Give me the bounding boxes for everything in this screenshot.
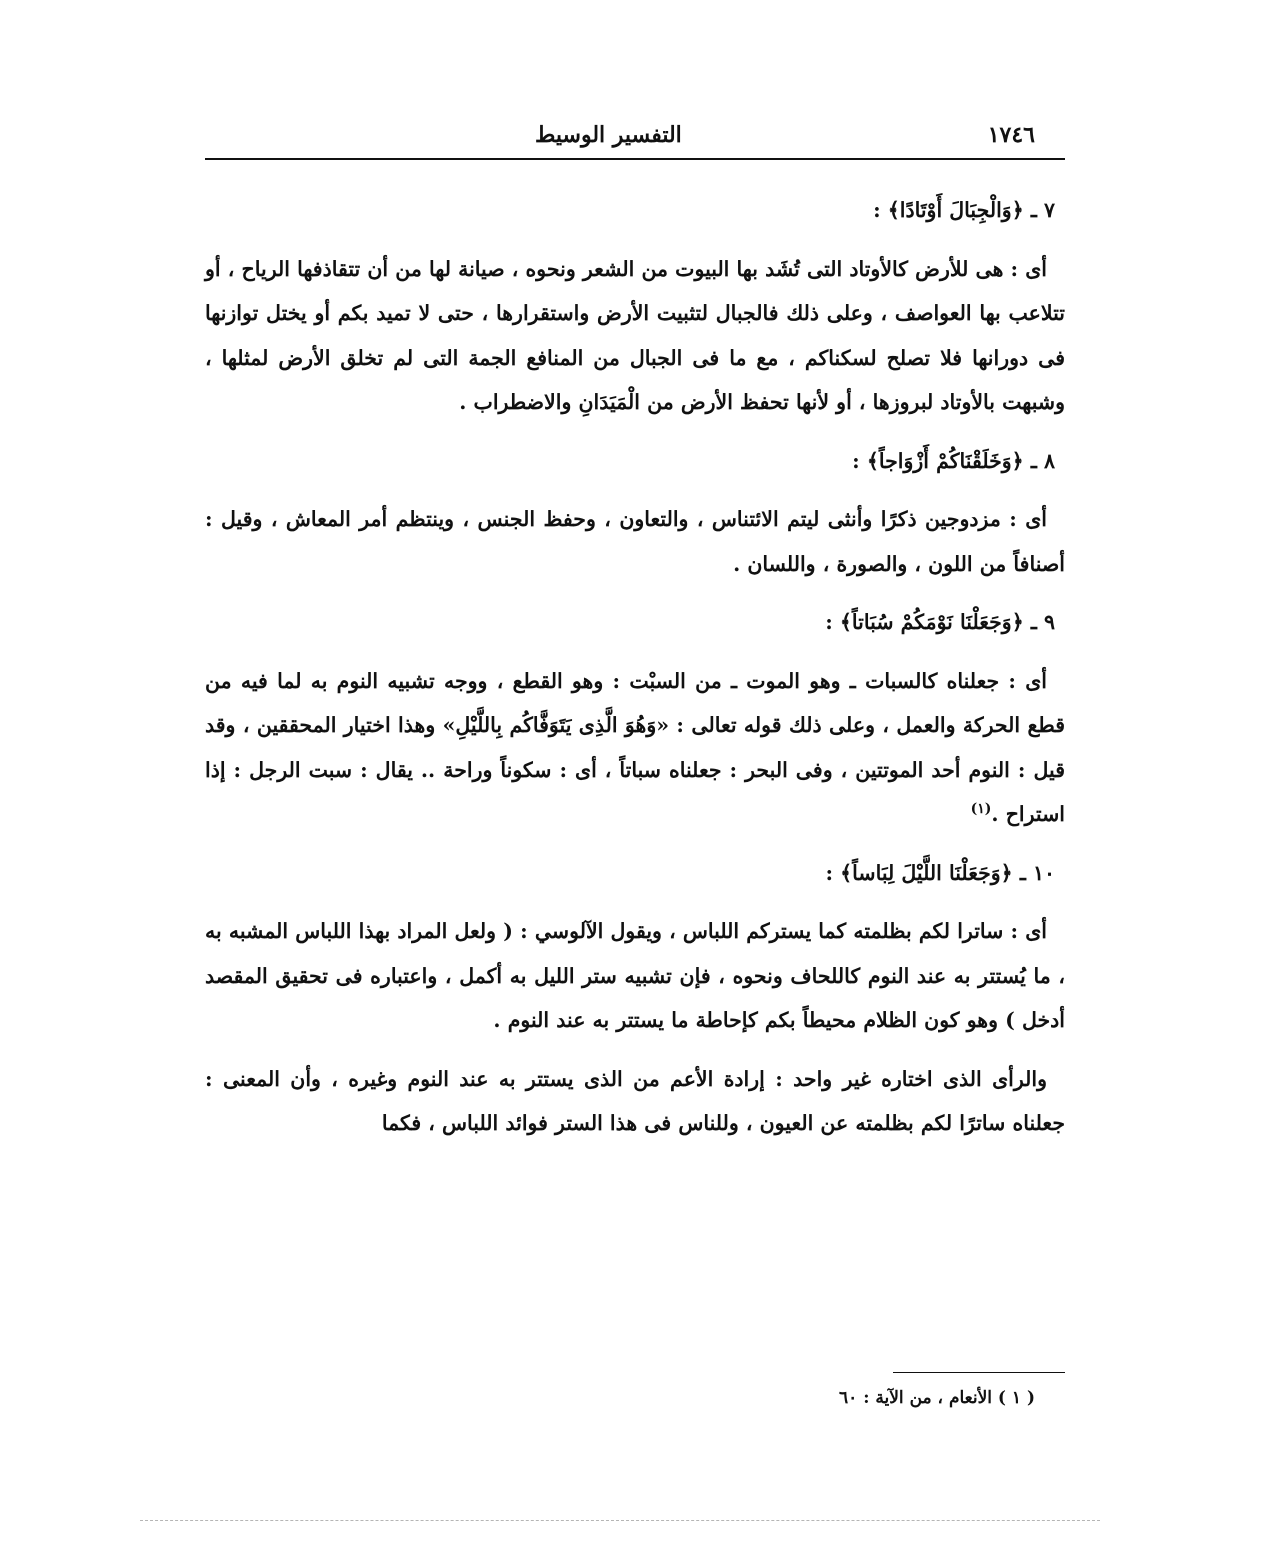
footnote: ( ١ ) الأنعام ، من الآية : ٦٠ [839,1388,1035,1408]
commentary-paragraph [205,659,1065,837]
verse-heading-7: ٧ ـ ﴿وَالْجِبَالَ أَوْتَادًا﴾ : [873,198,1055,222]
page-number: ١٧٤٦ [987,122,1035,148]
book-page [205,110,1065,1510]
footnote-divider [893,1372,1065,1373]
scan-edge-line [140,1520,1100,1521]
commentary-paragraph: أى : مزدوجين ذكرًا وأنثى ليتم الائتناس ، والتعاون ، وحفظ الجنس ، وينتظم أمر المعاش ، وقيل : أصنافاً من اللون ، والصورة ، واللسان . [205,507,1065,576]
verse-heading-10: ١٠ ـ ﴿وَجَعَلْنَا اللَّيْلَ لِبَاساً﴾ : [825,860,1055,885]
verse-heading-8: ٨ ـ ﴿وَخَلَقْنَاكُمْ أَزْوَاجاً﴾ : [852,448,1055,473]
commentary-paragraph: والرأى الذى اختاره غير واحد : إرادة الأعم من الذى يستتر به عند النوم وغيره ، وأن المعنى : جعلناه ساترًا لكم بظلمته عن العيون ، وللناس فى هذا الستر فوائد اللباس ، فكما [205,1066,1065,1135]
commentary-paragraph: أى : ساترا لكم بظلمته كما يستركم اللباس ، ويقول الآلوسي : ( ولعل المراد بهذا اللباس المشبه به ، ما يُستتر به عند النوم كاللحاف ونحوه ، فإن تشبيه ستر الليل به أكمل ، واعتباره فى تحقيق المقصد أدخل ) وهو كون الظلام محيطاً بكم كإحاطة ما يستتر به عند النوم . [205,919,1065,1032]
verse-heading-9: ٩ ـ ﴿وَجَعَلْنَا نَوْمَكُمْ سُبَاتاً﴾ : [825,610,1055,634]
commentary-paragraph: أى : هى للأرض كالأوتاد التى تُشَد بها البيوت من الشعر ونحوه ، صيانة لها من أن تتقاذفها الرياح ، أو تتلاعب بها العواصف ، وعلى ذلك فالجبال لتثبيت الأرض واستقرارها ، حتى لا تميد بكم أو يختل توازنها فى دورانها فلا تصلح لسكناكم ، مع ما فى الجبال من المنافع الجمة التى لم تخلق الأرض لمثلها ، وشبهت بالأوتاد لبروزها ، أو لأنها تحفظ الأرض من الْمَيَدَانِ والاضطراب . [205,256,1065,414]
running-title: التفسير الوسيط [535,122,682,148]
page-header [205,110,1065,160]
footnote-reference: (١) [970,801,992,818]
commentary-text: أى : جعلناه كالسبات ـ وهو الموت ـ من السبْت : وهو القطع ، ووجه تشبيه النوم به لما فيه من قطع الحركة والعمل ، وعلى ذلك قوله تعالى : «وَهُوَ الَّذِى يَتَوَفَّاكُم بِاللَّيْلِ» وهذا اختيار المحققين ، وقد قيل : النوم أحد الموتتين ، وفى البحر : جعلناه سباتاً ، أى : سكوناً وراحة .. يقال : سبت الرجل : إذا استراح . [205,668,1065,826]
page-body [205,188,1065,1160]
